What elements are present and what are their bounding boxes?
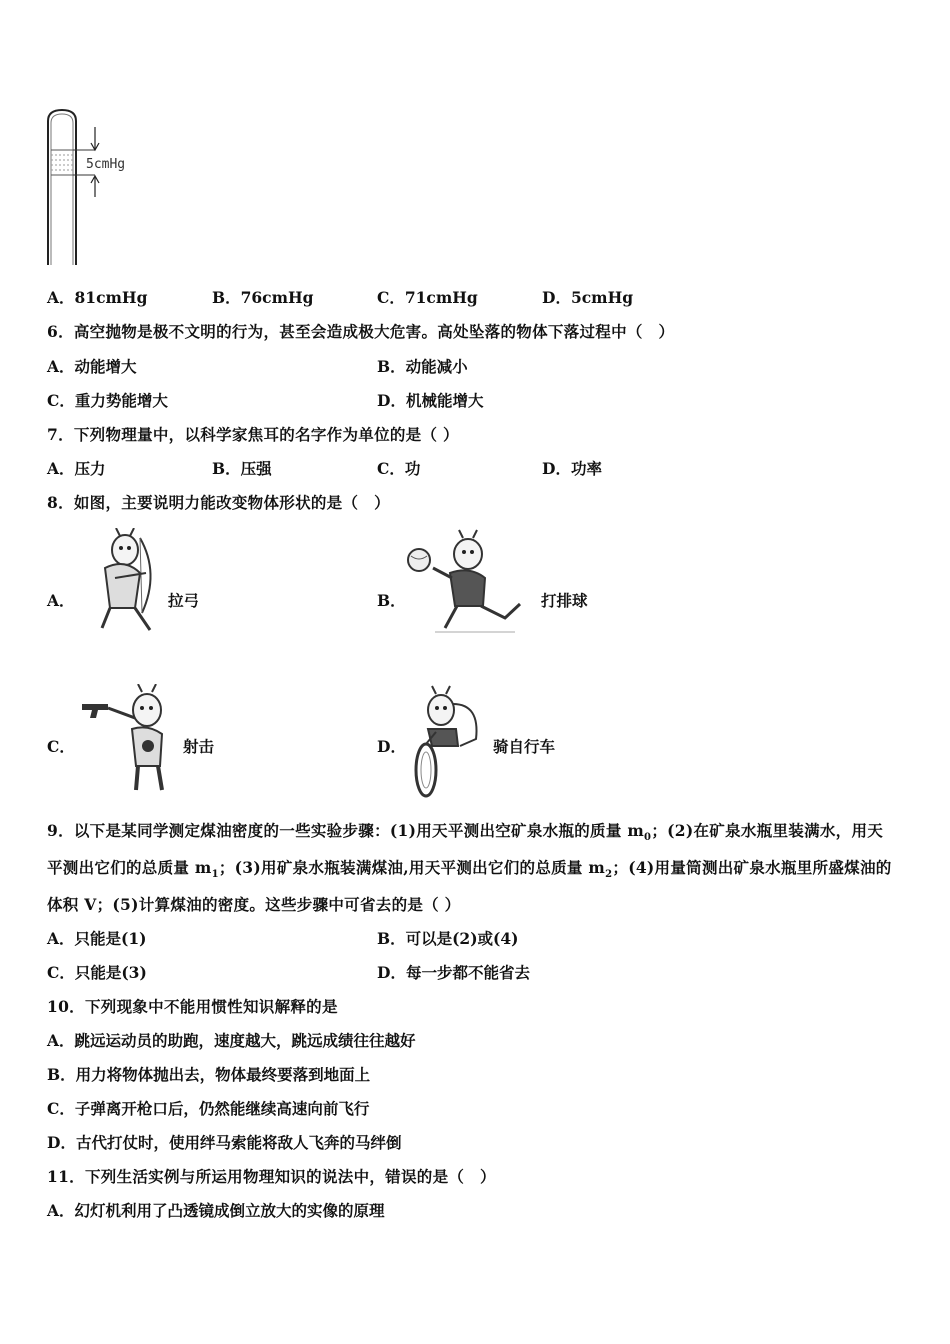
tube-label: 5cmHg [86, 157, 126, 172]
q9-option-a[interactable]: A．只能是(1) [47, 929, 147, 948]
q10-stem: 10．下列现象中不能用惯性知识解释的是 [47, 997, 338, 1016]
q8-option-c-letter[interactable]: C． [47, 737, 75, 756]
mercury-tube-figure [40, 105, 150, 270]
q7-option-a[interactable]: A．压力 [47, 459, 106, 478]
q6-option-b[interactable]: B．动能减小 [377, 357, 468, 376]
q9-option-b[interactable]: B．可以是(2)或(4) [377, 929, 519, 948]
q9-line-3: 体积 V；(5)计算煤油的密度。这些步骤中可省去的是（ ） [47, 895, 461, 914]
q10-option-c[interactable]: C．子弹离开枪口后，仍然能继续高速向前飞行 [47, 1099, 370, 1118]
q6-option-c[interactable]: C．重力势能增大 [47, 391, 168, 410]
q7-stem: 7．下列物理量中，以科学家焦耳的名字作为单位的是（ ） [47, 425, 459, 444]
q5-option-d[interactable]: D．5cmHg [542, 288, 634, 307]
q9-line-1: 9．以下是某同学测定煤油密度的一些实验步骤：(1)用天平测出空矿泉水瓶的质量 $m_0$；(2)在矿泉水瓶里装满水，用天 [47, 821, 884, 844]
cycling-figure [408, 684, 488, 800]
q8-option-a-caption: 拉弓 [168, 591, 200, 610]
q5-option-a[interactable]: A．81cmHg [47, 288, 148, 307]
q8-option-d-letter[interactable]: D． [377, 737, 406, 756]
q8-option-b-caption: 打排球 [541, 591, 588, 610]
q10-option-a[interactable]: A．跳远运动员的助跑，速度越大，跳远成绩往往越好 [47, 1031, 416, 1050]
q7-option-b[interactable]: B．压强 [212, 459, 272, 478]
q6-option-a[interactable]: A．动能增大 [47, 357, 137, 376]
q7-option-c[interactable]: C．功 [377, 459, 421, 478]
q6-option-d[interactable]: D．机械能增大 [377, 391, 484, 410]
q11-option-a[interactable]: A．幻灯机利用了凸透镜成倒立放大的实像的原理 [47, 1201, 385, 1220]
q10-option-b[interactable]: B．用力将物体抛出去，物体最终要落到地面上 [47, 1065, 371, 1084]
q9-option-d[interactable]: D．每一步都不能省去 [377, 963, 530, 982]
q9-option-c[interactable]: C．只能是(3) [47, 963, 147, 982]
shooting-figure [80, 684, 180, 796]
q11-stem: 11．下列生活实例与所运用物理知识的说法中，错误的是（ ） [47, 1167, 496, 1186]
q6-stem: 6．高空抛物是极不文明的行为，甚至会造成极大危害。高处坠落的物体下落过程中（ ） [47, 322, 675, 341]
q8-option-d-caption: 骑自行车 [493, 737, 556, 756]
archer-figure [80, 528, 170, 638]
volleyball-figure [405, 528, 535, 638]
q5-option-c[interactable]: C．71cmHg [377, 288, 478, 307]
q7-option-d[interactable]: D．功率 [542, 459, 602, 478]
q5-option-b[interactable]: B．76cmHg [212, 288, 314, 307]
q8-option-a-letter[interactable]: A． [47, 591, 75, 610]
q8-stem: 8．如图，主要说明力能改变物体形状的是（ ） [47, 493, 390, 512]
tube-diagram [40, 105, 150, 270]
q8-option-c-caption: 射击 [183, 737, 215, 756]
q10-option-d[interactable]: D．古代打仗时，使用绊马索能将敌人飞奔的马绊倒 [47, 1133, 402, 1152]
q8-option-b-letter[interactable]: B． [377, 591, 406, 610]
q9-line-2: 平测出它们的总质量 $m_1$；(3)用矿泉水瓶装满煤油,用天平测出它们的总质量 $m_2$；(4)用量筒测出矿泉水瓶里所盛煤油的 [47, 858, 892, 881]
